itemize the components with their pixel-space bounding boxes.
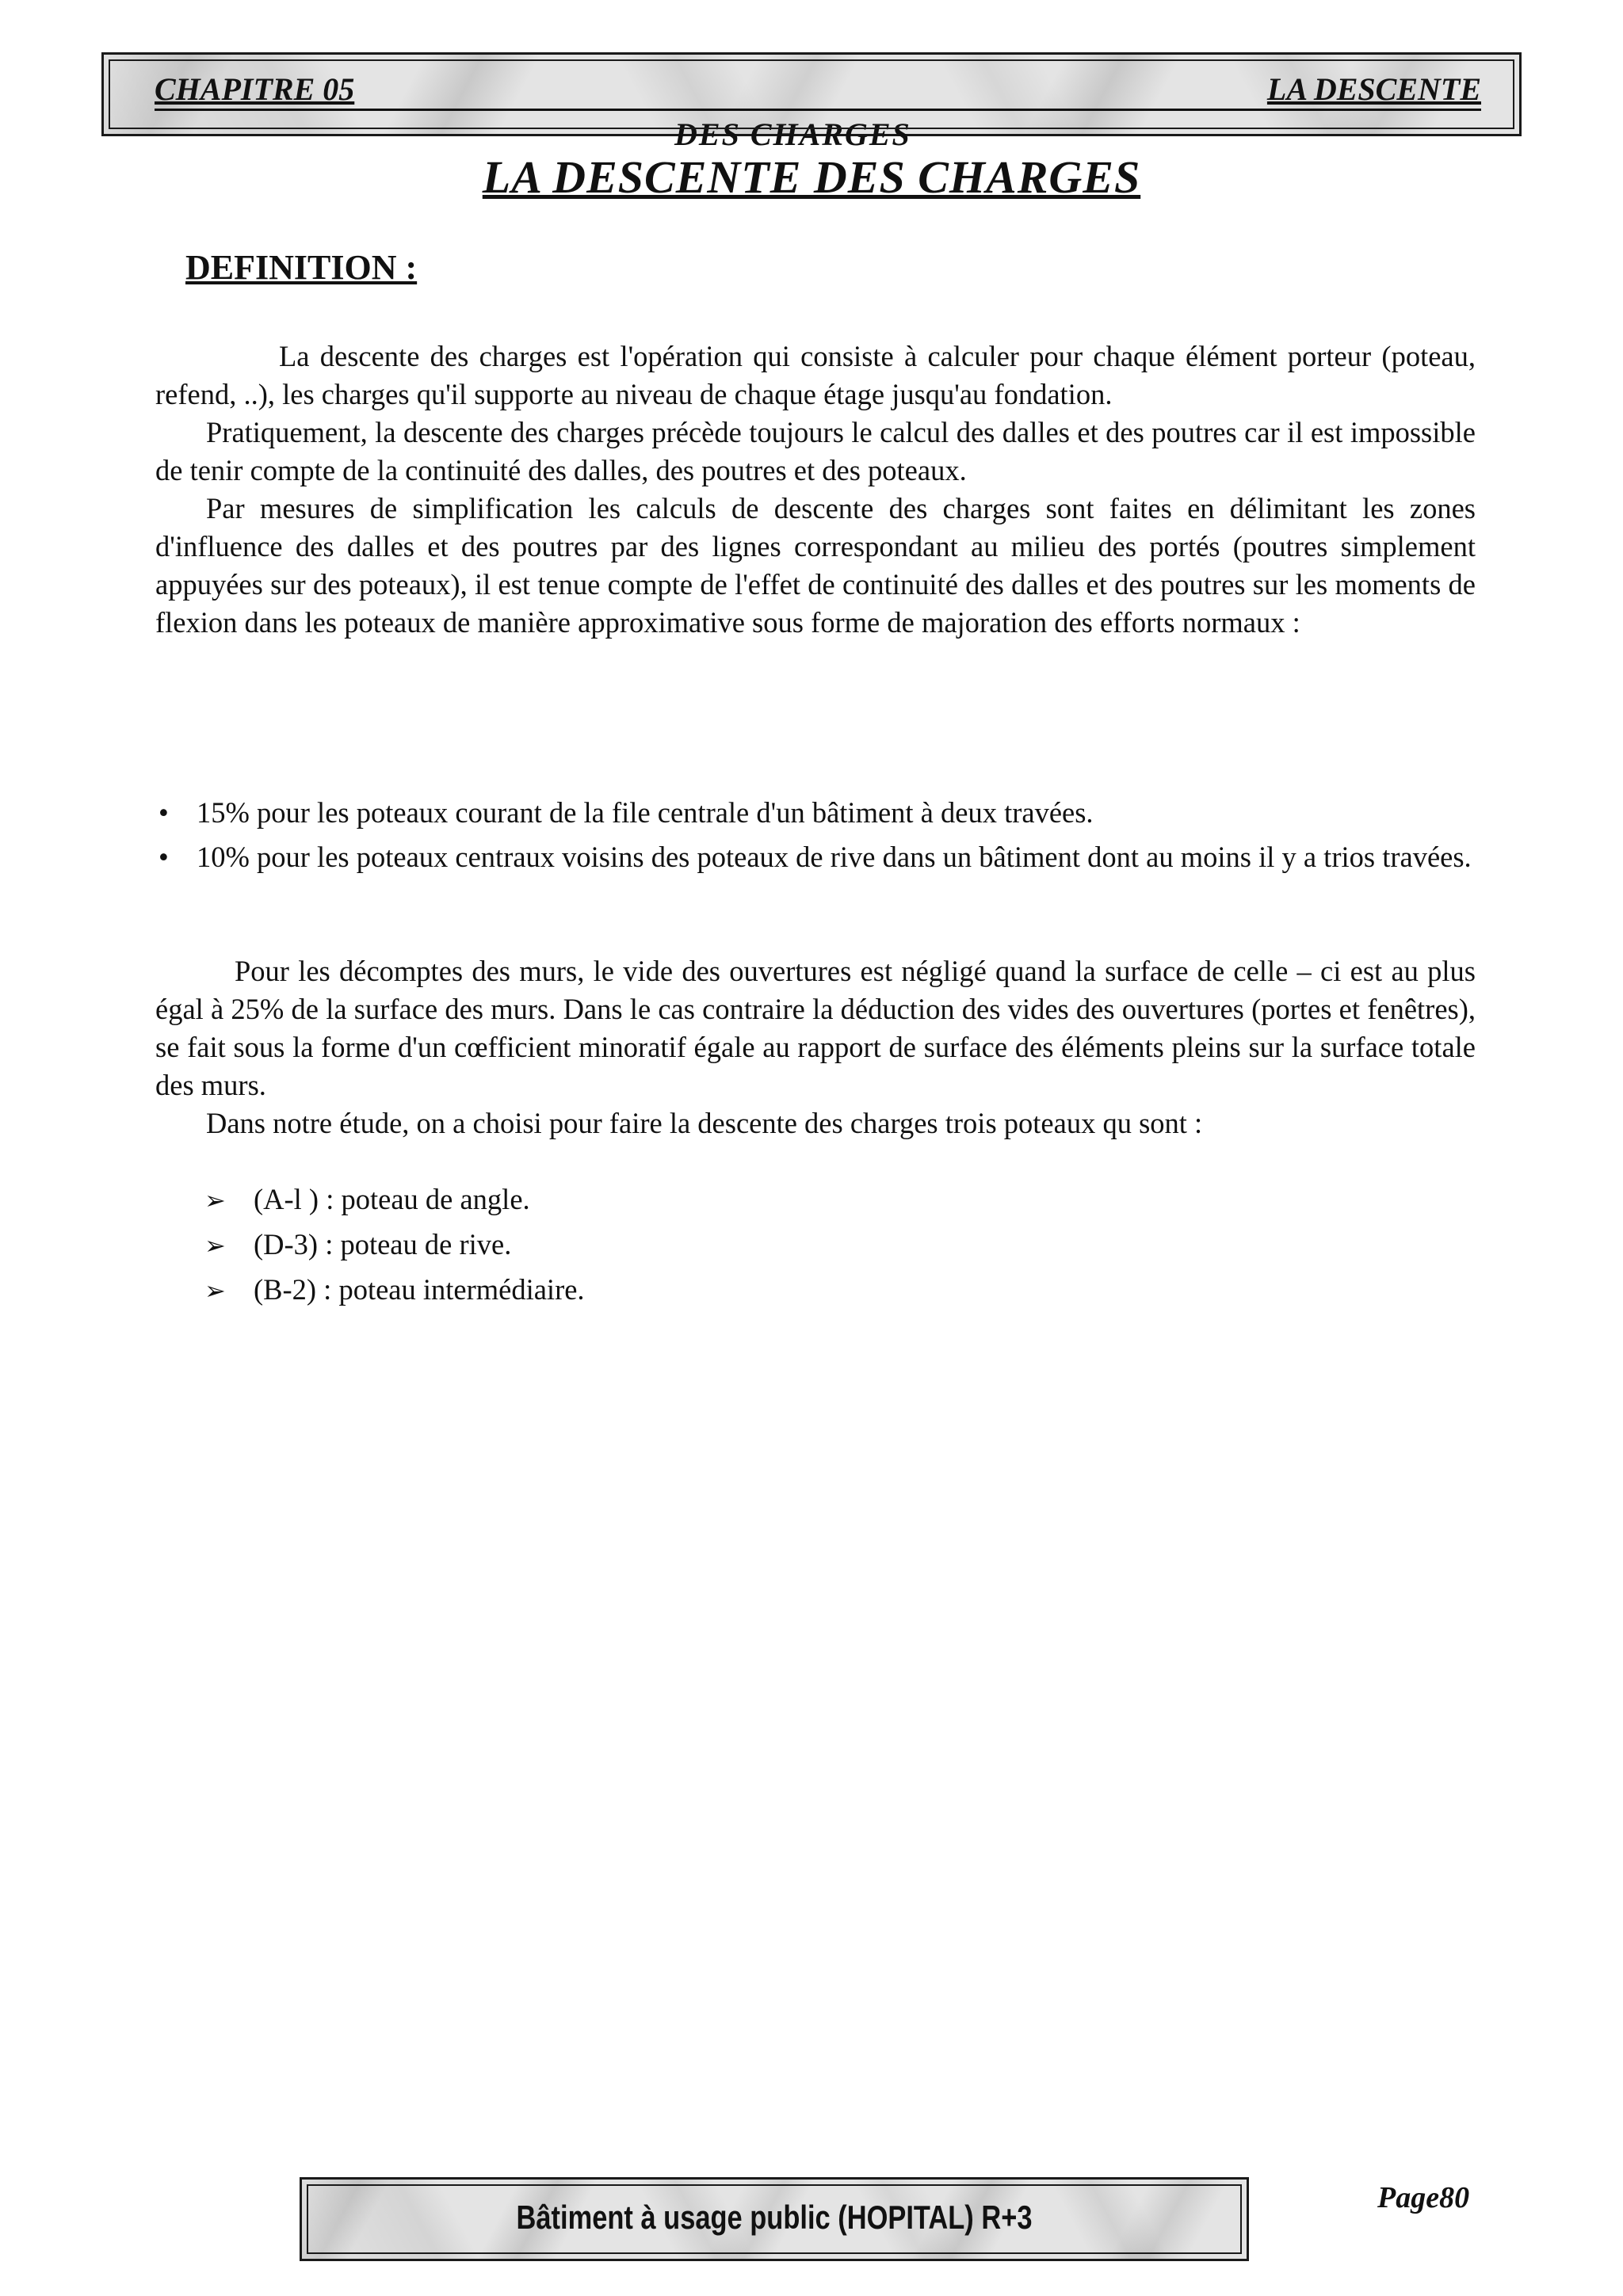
arrow-bullet-icon: ➢ <box>204 1185 226 1215</box>
chapter-header <box>101 52 1522 152</box>
list-item-text: 10% pour les poteaux centraux voisins des poteaux de rive dans un bâtiment dont au moins il y a trios travées. <box>197 841 1472 873</box>
poteaux-list <box>204 1180 1314 1316</box>
list-item <box>204 1271 1314 1310</box>
list-item <box>155 794 1476 832</box>
chapter-title-overflow: DES CHARGES <box>674 116 911 152</box>
chapter-number: CHAPITRE 05 <box>155 71 355 107</box>
list-item <box>204 1180 1314 1219</box>
definition-text <box>155 338 1476 642</box>
paragraph: La descente des charges est l'opération qui consiste à calculer pour chaque élément porteur (poteau, refend, ..), les charges qu'il supporte au niveau de chaque étage jusqu'au fondation. <box>155 340 1476 410</box>
document-footer <box>300 2177 1249 2261</box>
list-item-text: (D-3) : poteau de rive. <box>254 1228 512 1261</box>
list-item <box>155 838 1476 876</box>
bullet-icon: • <box>158 841 169 873</box>
paragraph: Pour les décomptes des murs, le vide des ouvertures est négligé quand la surface de celle – ci est au plus égal à 25% de la surface des murs. Dans le cas contraire la déduction des vides des ouvertures (portes et fenêtres), se fait sous la forme d'un cœfficient minoratif égale au rapport de surface des éléments pleins sur la surface totale des murs. <box>155 955 1476 1101</box>
majoration-list <box>155 794 1476 883</box>
list-item <box>204 1226 1314 1264</box>
page-title: LA DESCENTE DES CHARGES <box>482 151 1141 203</box>
footer-title: Bâtiment à usage public (HOPITAL) R+3 <box>516 2199 1033 2236</box>
bullet-icon: • <box>158 796 169 829</box>
arrow-bullet-icon: ➢ <box>204 1276 226 1306</box>
section-heading: DEFINITION : <box>185 248 418 287</box>
list-item-text: 15% pour les poteaux courant de la file centrale d'un bâtiment à deux travées. <box>197 796 1094 829</box>
chapter-title: LA DESCENTE <box>1266 71 1481 107</box>
paragraph: Pratiquement, la descente des charges précède toujours le calcul des dalles et des poutres car il est impossible de tenir compte de la continuité des dalles, des poutres et des poteaux. <box>155 416 1476 486</box>
murs-text <box>155 952 1476 1142</box>
paragraph: Dans notre étude, on a choisi pour faire la descente des charges trois poteaux qu sont : <box>206 1107 1203 1139</box>
paragraph: Par mesures de simplification les calculs de descente des charges sont faites en délimitant les zones d'influence des dalles et des poutres par des lignes correspondant au milieu des portés (poutres simplement appuyées sur des poteaux), il est tenue compte de l'effet de continuité des dalles et des poutres sur les moments de flexion dans les poteaux de manière approximative sous forme de majoration des efforts normaux : <box>155 492 1476 639</box>
list-item-text: (B-2) : poteau intermédiaire. <box>254 1273 585 1306</box>
page-number: Page80 <box>1377 2181 1470 2214</box>
list-item-text: (A-l ) : poteau de angle. <box>254 1183 530 1215</box>
arrow-bullet-icon: ➢ <box>204 1230 226 1261</box>
